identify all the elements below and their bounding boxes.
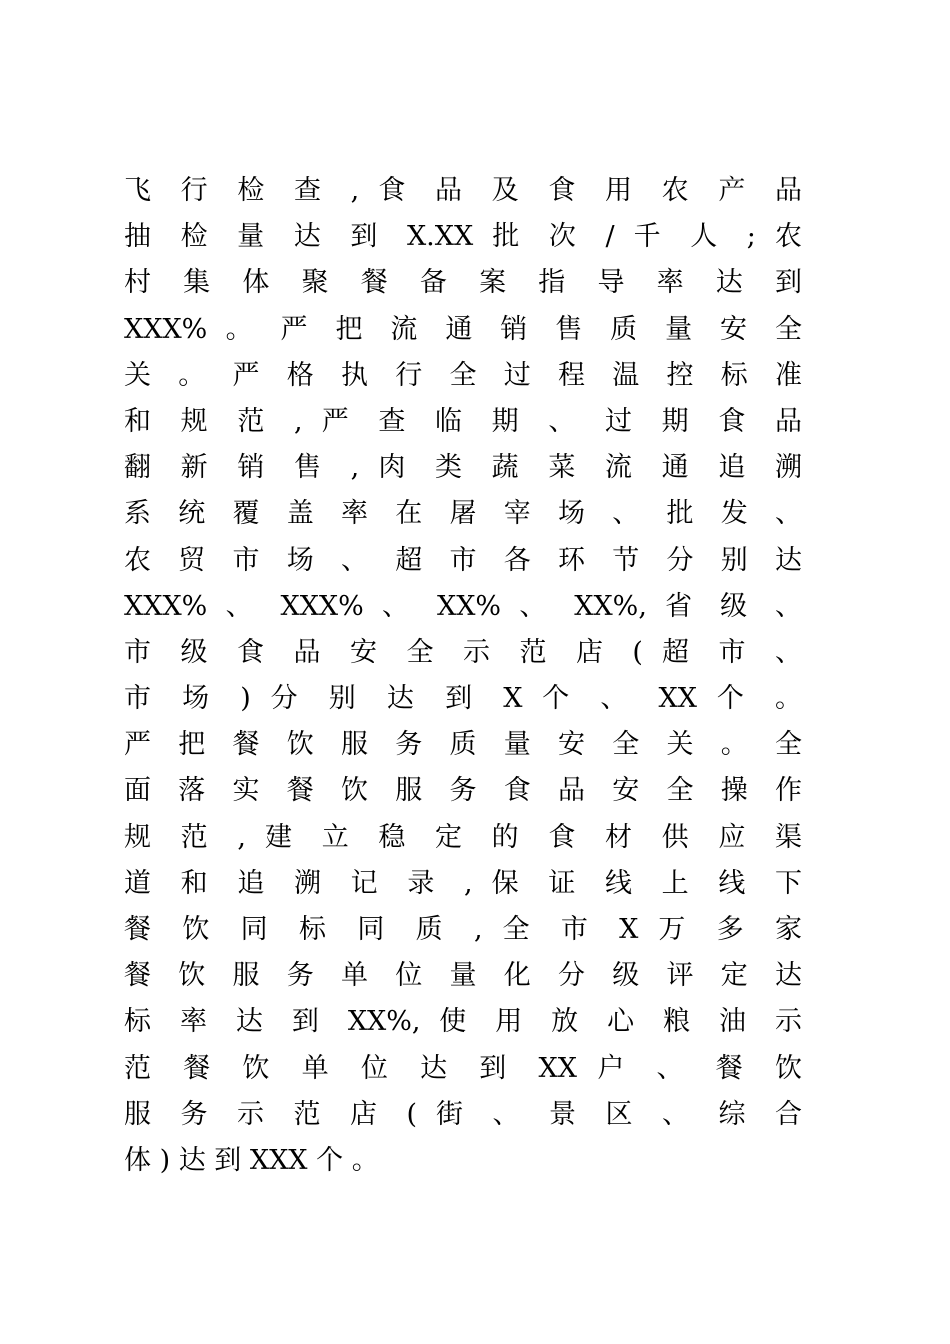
text-line: 抽 检 量 达 到 X.XX 批 次 / 千 人 ; 农 [124,221,802,253]
text-line: 翻 新 销 售 , 肉 类 蔬 菜 流 通 追 溯 [124,452,802,484]
text-line: XXX% 、 XXX% 、 XX% 、 XX%, 省 级 、 [124,590,802,622]
text-line: 范 餐 饮 单 位 达 到 XX 户 、 餐 饮 [124,1052,802,1084]
text-line: 服 务 示 范 店 ( 街 、 景 区 、 综 合 [124,1098,802,1130]
text-line: 标 率 达 到 XX%, 使 用 放 心 粮 油 示 [124,1006,802,1038]
text-line: 严 把 餐 饮 服 务 质 量 安 全 关 。 全 [124,729,802,761]
text-line: 和 规 范 , 严 查 临 期 、 过 期 食 品 [124,405,802,437]
text-line: 系 统 覆 盖 率 在 屠 宰 场 、 批 发 、 [124,498,802,530]
text-line: XXX% 。 严 把 流 通 销 售 质 量 安 全 [124,313,802,345]
text-line: 关 。 严 格 执 行 全 过 程 温 控 标 准 [124,359,802,391]
text-line: 市 场 ) 分 别 达 到 X 个 、 XX 个 。 [124,683,802,715]
text-line: 规 范 , 建 立 稳 定 的 食 材 供 应 渠 [124,821,802,853]
body-paragraph [124,168,802,1184]
text-line: 面 落 实 餐 饮 服 务 食 品 安 全 操 作 [124,775,802,807]
text-line: 飞 行 检 查 , 食 品 及 食 用 农 产 品 [124,175,802,206]
text-line: 餐 饮 服 务 单 位 量 化 分 级 评 定 达 [124,960,802,992]
text-line: 体 ) 达 到 XXX 个 。 [124,1144,379,1176]
text-line: 市 级 食 品 安 全 示 范 店 ( 超 市 、 [124,636,802,668]
text-line: 农 贸 市 场 、 超 市 各 环 节 分 别 达 [124,544,802,576]
text-line: 道 和 追 溯 记 录 , 保 证 线 上 线 下 [124,867,802,899]
text-line: 餐 饮 同 标 同 质 , 全 市 X 万 多 家 [124,914,802,945]
text-line: 村 集 体 聚 餐 备 案 指 导 率 达 到 [124,267,802,299]
